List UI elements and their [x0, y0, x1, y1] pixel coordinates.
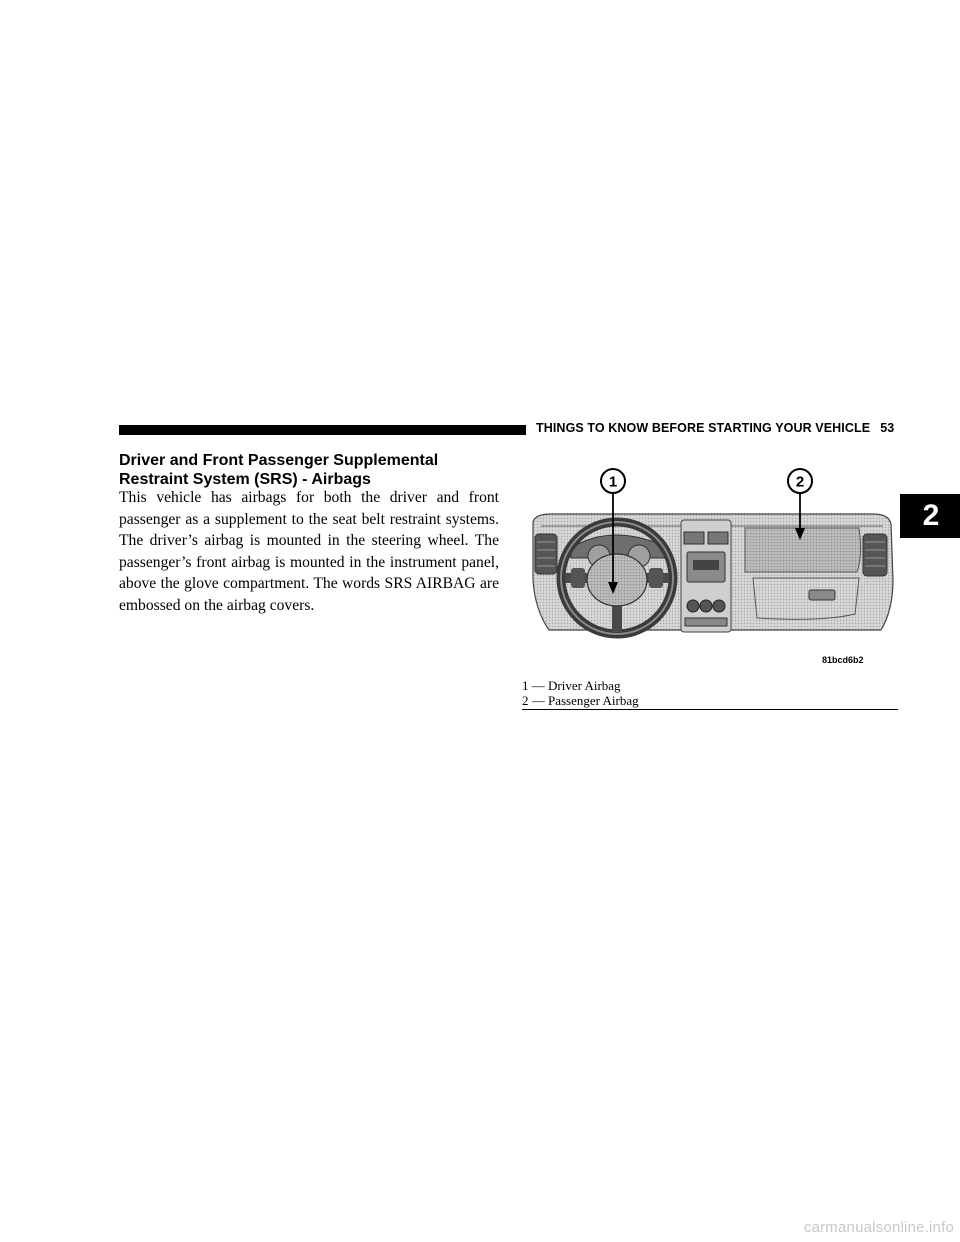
watermark: carmanualsonline.info: [803, 1219, 954, 1236]
header-section-title: THINGS TO KNOW BEFORE STARTING YOUR VEHICLE: [536, 421, 871, 435]
callout-1: 1: [608, 473, 618, 491]
figure-code: 81bcd6b2: [822, 655, 864, 665]
caption-1: 1 — Driver Airbag: [522, 678, 621, 693]
chapter-tab: 2: [900, 494, 960, 538]
page-number: 53: [880, 421, 895, 435]
heading-line-2: Restraint System (SRS) - Airbags: [119, 471, 371, 488]
figure-captions: [522, 678, 898, 710]
callout-2: 2: [795, 473, 805, 491]
caption-2: 2 — Passenger Airbag: [522, 693, 639, 708]
section-heading: [119, 451, 509, 489]
heading-line-1: Driver and Front Passenger Supplemental: [119, 452, 439, 469]
section-body: This vehicle has airbags for both the driver and front passenger as a supplement to the seat belt restraint systems. The driver’s airbag is mounted in the steering wheel. The passenger’s front airbag is mounted in the instrument panel, above the glove compartment. The words SRS AIRBAG are embossed on the airbag covers.: [119, 489, 499, 614]
header-rule: [119, 425, 526, 435]
running-header: [536, 421, 894, 435]
dashboard-illustration: [521, 460, 898, 670]
